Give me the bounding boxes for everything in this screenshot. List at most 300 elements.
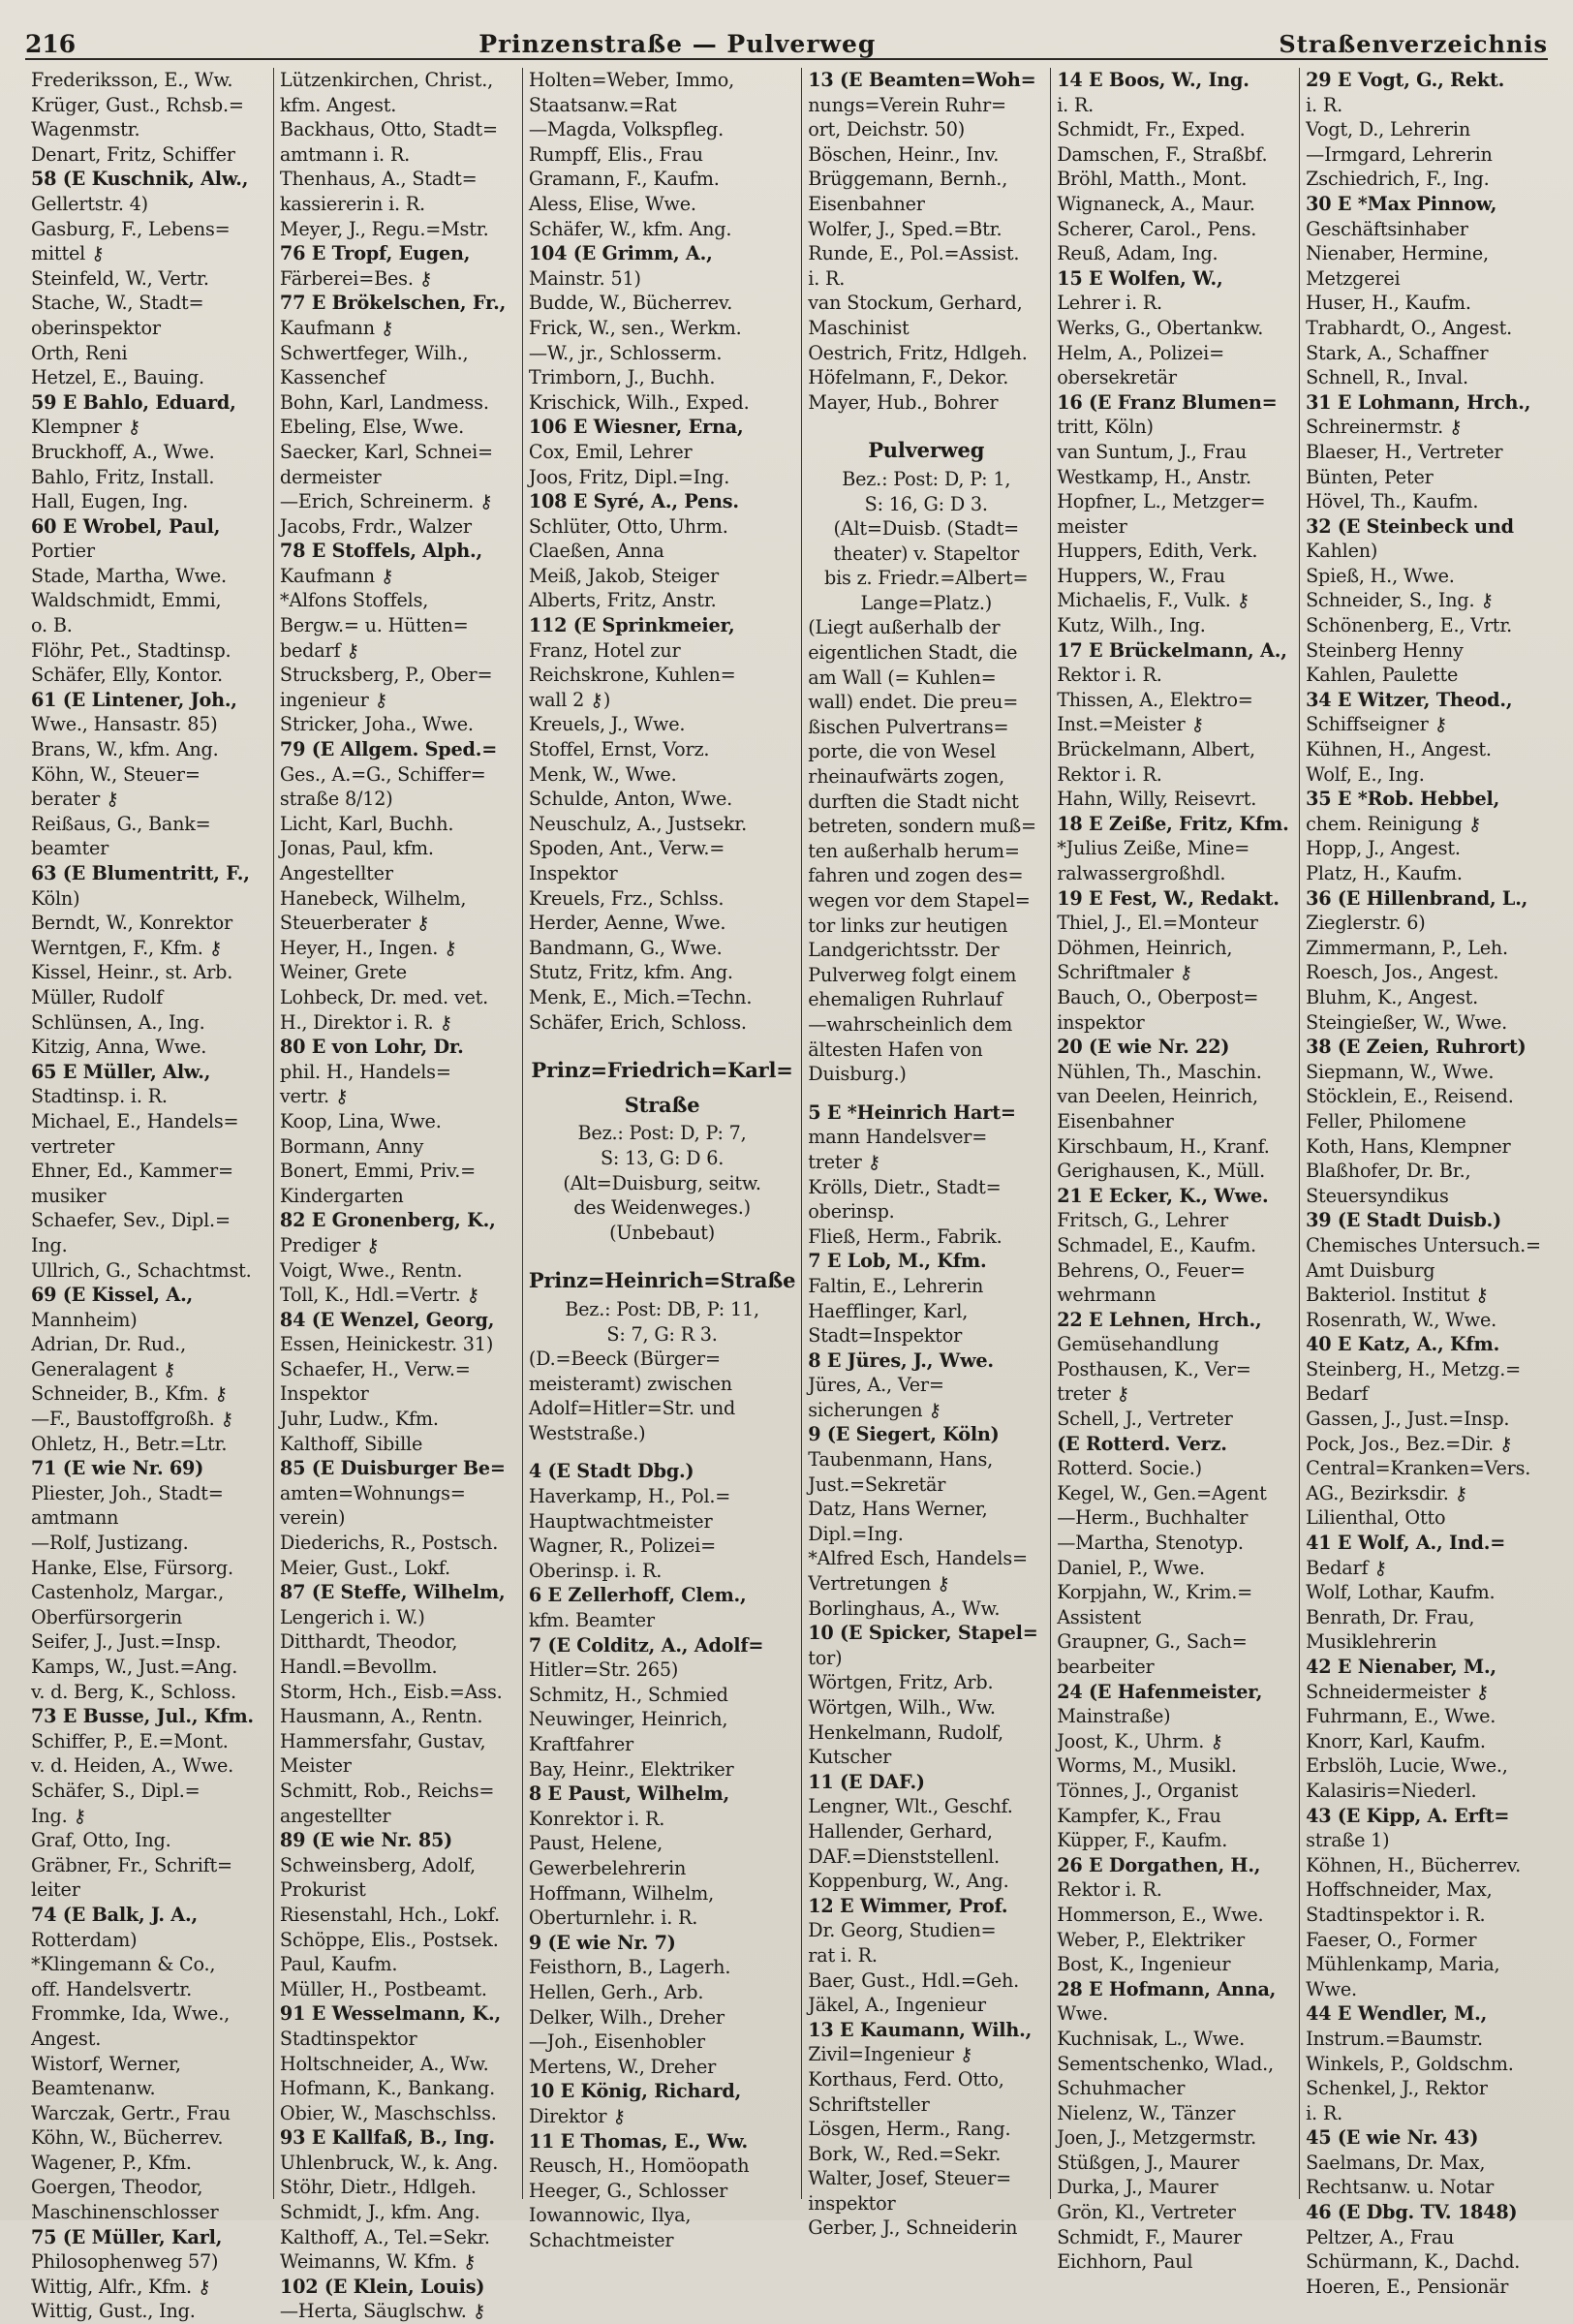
directory-line: Thiel, J., El.=Monteur: [1057, 912, 1258, 935]
house-entry: 74 (E Balk, J. A.,: [31, 1903, 198, 1926]
directory-line: Geschäftsinhaber: [1306, 217, 1468, 240]
directory-line: Stricker, Joha., Wwe.: [279, 713, 474, 736]
directory-line: verein): [279, 1506, 346, 1530]
directory-line: —Herta, Säuglschw. ⚷: [279, 2300, 486, 2323]
house-entry: 85 (E Duisburger Be=: [279, 1457, 506, 1480]
directory-line: (Liegt außerhalb der: [808, 616, 1001, 639]
directory-line: Schell, J., Vertreter: [1057, 1408, 1233, 1431]
directory-line: Wörtgen, Fritz, Arb.: [808, 1671, 994, 1694]
directory-line: tor links zur heutigen: [808, 914, 1008, 937]
directory-line: Uhlenbruck, W., k. Ang.: [279, 2151, 499, 2174]
directory-line: Wolf, Lothar, Kaufm.: [1306, 1581, 1496, 1604]
directory-line: Damschen, F., Straßbf.: [1057, 142, 1268, 166]
directory-line: bis z. Friedr.=Albert=: [824, 567, 1029, 590]
directory-line: Schäfer, Erich, Schloss.: [528, 1010, 747, 1034]
directory-line: Berndt, W., Konrektor: [31, 912, 232, 935]
directory-line: Mannheim): [31, 1308, 138, 1331]
directory-line: Schmitt, Rob., Reichs=: [279, 1779, 495, 1802]
directory-line: Gewerbelehrerin: [528, 1856, 687, 1879]
directory-line: Stache, W., Stadt=: [31, 292, 204, 315]
directory-line: Mainstr. 51): [528, 266, 641, 290]
directory-line: Färberei=Bes. ⚷: [279, 266, 433, 290]
directory-line: leiter: [31, 1878, 80, 1902]
directory-line: Kalasiris=Niederl.: [1306, 1779, 1477, 1802]
directory-line: Wolfer, J., Sped.=Btr.: [808, 217, 1002, 240]
house-entry: 42 E Nienaber, M.,: [1306, 1656, 1496, 1678]
directory-line: ingenieur ⚷: [279, 688, 388, 711]
directory-line: Jonas, Paul, kfm.: [279, 837, 434, 860]
directory-line: Gramann, F., Kaufm.: [528, 168, 720, 191]
house-entry: 45 (E wie Nr. 43): [1306, 2126, 1479, 2150]
house-entry: 16 (E Franz Blumen=: [1057, 390, 1278, 414]
house-entry: 5 E *Heinrich Hart=: [808, 1100, 1016, 1124]
directory-line: berater ⚷: [31, 788, 119, 811]
directory-line: Bedarf: [1306, 1382, 1369, 1406]
directory-line: i. R.: [808, 266, 846, 290]
house-entry: 82 E Gronenberg, K.,: [279, 1209, 496, 1232]
directory-line: Juhr, Ludw., Kfm.: [279, 1408, 439, 1431]
directory-line: Ges., A.=G., Schiffer=: [279, 762, 486, 786]
directory-line: Frommke, Ida, Wwe.,: [31, 2002, 231, 2026]
directory-line: Neuschulz, A., Justsekr.: [528, 812, 748, 835]
directory-line: kfm. Beamter: [528, 1609, 655, 1632]
directory-line: Schaefer, H., Verw.=: [279, 1357, 471, 1380]
directory-line: Pulverweg folgt einem: [808, 963, 1017, 986]
directory-line: ältesten Hafen von: [808, 1038, 983, 1061]
directory-line: Metzgerei: [1306, 266, 1401, 290]
directory-line: Claeßen, Anna: [528, 540, 664, 563]
directory-line: Hall, Eugen, Ing.: [31, 490, 189, 513]
directory-line: Wörtgen, Wilh., Ww.: [808, 1696, 996, 1719]
directory-line: Zieglerstr. 6): [1306, 912, 1426, 935]
directory-line: Brans, W., kfm. Ang.: [31, 738, 219, 761]
directory-line: rat i. R.: [808, 1943, 878, 1967]
directory-line: Böschen, Heinr., Inv.: [808, 142, 1000, 166]
directory-line: treter ⚷: [1057, 1382, 1130, 1406]
directory-line: am Wall (= Kuhlen=: [808, 666, 997, 689]
directory-line: obersekretär: [1057, 366, 1177, 389]
directory-line: Aless, Elise, Wwe.: [528, 192, 696, 215]
directory-line: Iowannowic, Ilya,: [528, 2204, 692, 2227]
directory-line: Worms, M., Musikl.: [1057, 1754, 1237, 1778]
directory-line: Peltzer, A., Frau: [1306, 2225, 1455, 2248]
directory-line: Delker, Wilh., Dreher: [528, 2005, 725, 2029]
directory-line: Koop, Lina, Wwe.: [279, 1109, 442, 1132]
house-entry: 43 (E Kipp, A. Erft=: [1306, 1804, 1510, 1827]
directory-columns: [25, 68, 1548, 2323]
directory-line: Seifer, J., Just.=Insp.: [31, 1630, 222, 1654]
directory-line: inspektor: [808, 2191, 896, 2215]
directory-line: Steingießer, W., Wwe.: [1306, 1010, 1508, 1034]
directory-line: Frick, W., sen., Werkm.: [528, 316, 742, 339]
directory-line: Warczak, Gertr., Frau: [31, 2101, 231, 2124]
directory-line: Scherer, Carol., Pens.: [1057, 217, 1257, 240]
directory-line: Bork, W., Red.=Sekr.: [808, 2142, 1002, 2165]
directory-line: Graf, Otto, Ing.: [31, 1829, 171, 1852]
directory-line: Bakteriol. Institut ⚷: [1306, 1284, 1489, 1307]
spacer: [529, 1445, 795, 1459]
directory-line: Wolf, E., Ing.: [1306, 762, 1425, 786]
directory-line: Stadt=Inspektor: [808, 1324, 963, 1348]
directory-line: Bandmann, G., Wwe.: [528, 936, 723, 959]
directory-line: Paust, Helene,: [528, 1832, 663, 1855]
directory-line: Weimanns, W. Kfm. ⚷: [279, 2250, 477, 2274]
directory-line: Nienaber, Hermine,: [1306, 242, 1489, 265]
directory-line: o. B.: [31, 614, 73, 637]
directory-line: porte, die von Wesel: [808, 740, 997, 763]
directory-line: Lützenkirchen, Christ.,: [279, 69, 494, 91]
directory-line: Inspektor: [279, 1382, 369, 1406]
directory-line: Paul, Kaufm.: [279, 1953, 398, 1976]
directory-line: —Magda, Volkspfleg.: [528, 118, 725, 141]
directory-line: Storm, Hch., Eisb.=Ass.: [279, 1680, 503, 1703]
directory-line: —Herm., Buchhalter: [1057, 1506, 1249, 1530]
directory-line: sicherungen ⚷: [808, 1398, 942, 1421]
directory-line: Schmidt, J., kfm. Ang.: [279, 2201, 480, 2224]
directory-line: Huser, H., Kaufm.: [1306, 292, 1471, 315]
directory-line: Neuwinger, Heinrich,: [528, 1708, 728, 1731]
directory-line: Bez.: Post: D, P: 7,: [577, 1122, 747, 1145]
directory-line: Trimborn, J., Buchh.: [528, 366, 716, 389]
directory-line: nungs=Verein Ruhr=: [808, 93, 1006, 116]
section-title: Straßenverzeichnis: [1279, 30, 1548, 58]
house-entry: 65 E Müller, Alw.,: [31, 1060, 211, 1083]
directory-line: Hanebeck, Wilhelm,: [279, 886, 467, 910]
directory-line: Posthausen, K., Ver=: [1057, 1357, 1251, 1380]
directory-line: Blaeser, H., Vertreter: [1306, 440, 1503, 463]
directory-line: Koppenburg, W., Ang.: [808, 1870, 1009, 1893]
directory-line: Eisenbahner: [808, 192, 925, 215]
directory-line: ralwassergroßhdl.: [1057, 862, 1226, 884]
house-entry: 69 (E Kissel, A.,: [31, 1284, 194, 1307]
spacer: [808, 1087, 1044, 1100]
directory-line: Staatsanw.=Rat: [528, 93, 677, 116]
directory-line: Jacobs, Frdr., Walzer: [279, 514, 472, 538]
directory-line: Erbslöh, Lucie, Wwe.,: [1306, 1754, 1508, 1778]
directory-line: Ebeling, Else, Wwe.: [279, 416, 465, 439]
directory-line: Riesenstahl, Hch., Lokf.: [279, 1903, 500, 1926]
directory-line: Fritsch, G., Lehrer: [1057, 1209, 1228, 1232]
house-entry: 30 E *Max Pinnow,: [1306, 192, 1497, 215]
house-entry: 8 E Paust, Wilhelm,: [528, 1782, 729, 1806]
directory-line: AG., Bezirksdir. ⚷: [1306, 1481, 1468, 1504]
street-heading: Prinz=Heinrich=Straße: [528, 1268, 796, 1293]
directory-line: Saelmans, Dr. Max,: [1306, 2151, 1486, 2174]
directory-line: Spoden, Ant., Verw.=: [528, 837, 725, 860]
directory-line: i. R.: [1057, 93, 1095, 116]
directory-line: Gerighausen, K., Müll.: [1057, 1160, 1265, 1183]
directory-line: Heeger, G., Schlosser: [528, 2179, 728, 2202]
directory-line: Kühnen, H., Angest.: [1306, 738, 1492, 761]
directory-line: Platz, H., Kaufm.: [1306, 862, 1463, 884]
directory-line: —Rolf, Justizang.: [31, 1532, 189, 1555]
directory-line: Adolf=Hitler=Str. und: [528, 1397, 736, 1420]
directory-line: Döhmen, Heinrich,: [1057, 936, 1233, 959]
directory-line: Mayer, Hub., Bohrer: [808, 390, 999, 414]
house-entry: 41 E Wolf, A., Ind.=: [1306, 1532, 1506, 1555]
house-entry: 15 E Wolfen, W.,: [1057, 266, 1223, 290]
house-entry: 104 (E Grimm, A.,: [528, 242, 713, 265]
directory-line: Franz, Hotel zur: [528, 638, 681, 662]
directory-line: Denart, Fritz, Schiffer: [31, 142, 235, 166]
directory-line: bearbeiter: [1057, 1656, 1155, 1678]
directory-line: Lohbeck, Dr. med. vet.: [279, 985, 489, 1008]
directory-line: Steinberg, H., Metzg.=: [1306, 1357, 1522, 1380]
directory-line: Stöcklein, E., Reisend.: [1306, 1085, 1514, 1108]
directory-line: Cox, Emil, Lehrer: [528, 440, 693, 463]
house-entry: 84 (E Wenzel, Georg,: [279, 1308, 495, 1331]
directory-line: Fuhrmann, E., Wwe.: [1306, 1705, 1496, 1728]
directory-line: rheinaufwärts zogen,: [808, 765, 1004, 789]
directory-line: Durka, J., Maurer: [1057, 2176, 1218, 2199]
directory-line: Gerber, J., Schneiderin: [808, 2216, 1018, 2240]
directory-line: fahren und zogen des=: [808, 864, 1024, 887]
directory-line: Hoeren, E., Pensionär: [1306, 2275, 1509, 2298]
directory-line: Nühlen, Th., Maschin.: [1057, 1060, 1262, 1083]
house-entry: 24 (E Hafenmeister,: [1057, 1680, 1263, 1703]
directory-line: Beamtenanw.: [31, 2077, 156, 2100]
directory-line: Maschinenschlosser: [31, 2201, 219, 2224]
directory-line: mittel ⚷: [31, 242, 105, 265]
directory-line: Diederichs, R., Postsch.: [279, 1532, 499, 1555]
house-entry: 71 (E wie Nr. 69): [31, 1457, 204, 1480]
house-entry: 19 E Fest, W., Redakt.: [1057, 886, 1280, 910]
directory-line: S: 7, G: R 3.: [606, 1322, 718, 1346]
directory-line: Thenhaus, A., Stadt=: [279, 168, 478, 191]
directory-line: Schulde, Anton, Wwe.: [528, 788, 733, 811]
directory-line: Eisenbahner: [1057, 1109, 1174, 1132]
house-entry: 112 (E Sprinkmeier,: [528, 614, 735, 637]
directory-line: *Alfons Stoffels,: [279, 589, 429, 612]
directory-line: Jüres, A., Ver=: [808, 1374, 944, 1397]
directory-line: Pock, Jos., Bez.=Dir. ⚷: [1306, 1432, 1513, 1455]
directory-line: Rosenrath, W., Wwe.: [1306, 1308, 1497, 1331]
directory-line: ehemaligen Ruhrlauf: [808, 988, 1002, 1011]
directory-line: Lengerich i. W.): [279, 1605, 425, 1628]
directory-line: Hopp, J., Angest.: [1306, 837, 1461, 860]
house-entry: 75 (E Müller, Karl,: [31, 2225, 223, 2248]
house-entry: 76 E Tropf, Eugen,: [279, 242, 471, 265]
directory-line: Müller, H., Postbeamt.: [279, 1977, 487, 2000]
column-3: [523, 68, 802, 2251]
directory-line: Koth, Hans, Klempner: [1306, 1134, 1511, 1158]
directory-line: Meiß, Jakob, Steiger: [528, 564, 719, 587]
house-entry: 18 E Zeiße, Fritz, Kfm.: [1057, 812, 1289, 835]
directory-line: Hanke, Else, Fürsorg.: [31, 1556, 233, 1579]
directory-line: Kirschbaum, H., Kranf.: [1057, 1134, 1270, 1158]
directory-line: Hoffmann, Wilhelm,: [528, 1881, 715, 1905]
house-entry: 106 E Wiesner, Erna,: [528, 416, 744, 439]
column-1: [25, 68, 274, 2323]
directory-line: Huppers, W., Frau: [1057, 564, 1225, 587]
directory-line: Budde, W., Bücherrev.: [528, 292, 733, 315]
directory-line: Kuchnisak, L., Wwe.: [1057, 2027, 1246, 2050]
house-entry: 91 E Wesselmann, K.,: [279, 2002, 501, 2026]
house-entry: 93 E Kallfaß, B., Ing.: [279, 2126, 495, 2150]
directory-line: Hofmann, K., Bankang.: [279, 2077, 495, 2100]
directory-line: dermeister: [279, 465, 382, 488]
directory-line: Stüßgen, J., Maurer: [1057, 2151, 1240, 2174]
directory-line: v. d. Berg, K., Schloss.: [31, 1680, 236, 1703]
directory-line: Dipl.=Ing.: [808, 1522, 904, 1545]
directory-line: amten=Wohnungs=: [279, 1481, 466, 1504]
house-entry: 14 E Boos, W., Ing.: [1057, 69, 1249, 91]
directory-line: Graupner, G., Sach=: [1057, 1630, 1248, 1654]
directory-line: Klempner ⚷: [31, 416, 141, 439]
directory-line: Licht, Karl, Buchh.: [279, 812, 454, 835]
directory-line: Bay, Heinr., Elektriker: [528, 1757, 734, 1781]
directory-line: Hahn, Willy, Reisevrt.: [1057, 788, 1257, 811]
directory-line: S: 13, G: D 6.: [600, 1146, 725, 1169]
directory-line: Wittig, Alfr., Kfm. ⚷: [31, 2275, 211, 2298]
directory-line: Werntgen, F., Kfm. ⚷: [31, 936, 223, 959]
directory-line: Mainstraße): [1057, 1705, 1171, 1728]
page-header: [25, 19, 1548, 60]
directory-line: Adrian, Dr. Rud.,: [31, 1333, 186, 1356]
directory-line: Feisthorn, B., Lagerh.: [528, 1956, 731, 1979]
directory-line: Steinfeld, W., Vertr.: [31, 266, 209, 290]
directory-line: Kamps, W., Just.=Ang.: [31, 1656, 238, 1678]
directory-line: Hellen, Gerh., Arb.: [528, 1980, 704, 2003]
directory-line: Korpjahn, W., Krim.=: [1057, 1581, 1252, 1604]
directory-line: van Suntum, J., Frau: [1057, 440, 1248, 463]
directory-line: Obier, W., Maschschlss.: [279, 2101, 497, 2124]
directory-line: Bauch, O., Oberpost=: [1057, 985, 1259, 1008]
directory-line: tritt, Köln): [1057, 416, 1154, 439]
house-entry: 87 (E Steffe, Wilhelm,: [279, 1581, 506, 1604]
directory-line: Schreinermstr. ⚷: [1306, 416, 1463, 439]
directory-line: Schöppe, Elis., Postsek.: [279, 1928, 499, 1951]
directory-line: Wagner, R., Polizei=: [528, 1534, 716, 1558]
directory-line: vertreter: [31, 1134, 115, 1158]
directory-line: Schweinsberg, Adolf,: [279, 1853, 476, 1876]
directory-line: Schiffseigner ⚷: [1306, 713, 1448, 736]
directory-line: Weber, P., Elektriker: [1057, 1928, 1246, 1951]
directory-line: Gräbner, Fr., Schrift=: [31, 1853, 232, 1876]
directory-line: —W., jr., Schlosserm.: [528, 341, 723, 364]
directory-line: Reuß, Adam, Ing.: [1057, 242, 1218, 265]
directory-line: Menk, W., Wwe.: [528, 762, 677, 786]
directory-line: Schmadel, E., Kaufm.: [1057, 1233, 1256, 1256]
directory-line: Hausmann, A., Rentn.: [279, 1705, 483, 1728]
directory-line: Stadtinspektor i. R.: [1306, 1903, 1486, 1926]
directory-line: Lengner, Wlt., Geschf.: [808, 1795, 1013, 1818]
directory-line: Krüger, Gust., Rchsb.=: [31, 93, 244, 116]
directory-line: Brückelmann, Albert,: [1057, 738, 1255, 761]
directory-line: Wwe.: [1306, 1977, 1357, 2000]
directory-line: Konrektor i. R.: [528, 1807, 665, 1830]
directory-line: Hoffschneider, Max,: [1306, 1878, 1493, 1902]
directory-line: Prokurist: [279, 1878, 366, 1902]
directory-line: Duisburg.): [808, 1063, 907, 1086]
directory-line: DAF.=Dienststellenl.: [808, 1844, 1000, 1868]
directory-line: straße 8/12): [279, 788, 393, 811]
directory-line: i. R.: [1306, 2101, 1342, 2124]
directory-line: Steuerberater ⚷: [279, 912, 430, 935]
directory-line: Thissen, A., Elektro=: [1057, 688, 1253, 711]
directory-line: Reichskrone, Kuhlen=: [528, 664, 736, 687]
directory-line: oberinsp.: [808, 1200, 895, 1224]
directory-line: Wittig, Gust., Ing.: [31, 2300, 196, 2323]
directory-line: chem. Reinigung ⚷: [1306, 812, 1482, 835]
directory-line: Köhn, W., Bücherrev.: [31, 2126, 224, 2150]
directory-line: Lehrer i. R.: [1057, 292, 1162, 315]
directory-line: Werks, G., Obertankw.: [1057, 316, 1264, 339]
house-entry: 63 (E Blumentritt, F.,: [31, 862, 250, 884]
directory-line: Müller, Rudolf: [31, 985, 163, 1008]
directory-line: Kaufmann ⚷: [279, 564, 394, 587]
directory-line: Angestellter: [279, 862, 393, 884]
directory-line: Zschiedrich, F., Ing.: [1306, 168, 1490, 191]
directory-line: Inst.=Meister ⚷: [1057, 713, 1205, 736]
directory-line: Wwe.: [1057, 2002, 1108, 2026]
house-entry: 39 (E Stadt Duisb.): [1306, 1209, 1502, 1232]
directory-line: Steinberg Henny: [1306, 638, 1464, 662]
directory-line: Alberts, Fritz, Anstr.: [528, 589, 717, 612]
directory-line: Köln): [31, 886, 80, 910]
directory-line: —F., Baustoffgroßh. ⚷: [31, 1408, 234, 1431]
directory-line: Haefflinger, Karl,: [808, 1299, 969, 1322]
house-entry: 89 (E wie Nr. 85): [279, 1829, 453, 1852]
directory-line: Ehner, Ed., Kammer=: [31, 1160, 233, 1183]
directory-line: Kitzig, Anna, Wwe.: [31, 1036, 207, 1059]
directory-line: Henkelmann, Rudolf,: [808, 1720, 1003, 1744]
directory-line: Hommerson, E., Wwe.: [1057, 1903, 1264, 1926]
directory-line: Schenkel, J., Rektor: [1306, 2077, 1488, 2100]
directory-line: Kreuels, J., Wwe.: [528, 713, 686, 736]
directory-line: Rektor i. R.: [1057, 664, 1162, 687]
house-entry: 10 (E Spicker, Stapel=: [808, 1622, 1038, 1645]
directory-line: Wwe., Hansastr. 85): [31, 713, 218, 736]
directory-line: Rektor i. R.: [1057, 762, 1162, 786]
directory-line: amtmann i. R.: [279, 142, 410, 166]
column-4: [802, 68, 1051, 2240]
directory-line: Borlinghaus, A., Ww.: [808, 1596, 1001, 1620]
directory-line: Jäkel, A., Ingenieur: [808, 1994, 986, 2017]
directory-line: Weststraße.): [528, 1421, 646, 1444]
directory-line: Huppers, Edith, Verk.: [1057, 540, 1258, 563]
column-6: [1300, 68, 1548, 2298]
directory-line: Instrum.=Baumstr.: [1306, 2027, 1483, 2050]
directory-line: Joost, K., Uhrm. ⚷: [1057, 1729, 1223, 1752]
directory-line: Gellertstr. 4): [31, 192, 148, 215]
directory-line: Bünten, Peter: [1306, 465, 1434, 488]
directory-line: Zimmermann, P., Leh.: [1306, 936, 1508, 959]
directory-line: Pliester, Joh., Stadt=: [31, 1481, 224, 1504]
directory-line: van Stockum, Gerhard,: [808, 292, 1023, 315]
directory-line: Heyer, H., Ingen. ⚷: [279, 936, 457, 959]
directory-line: Bez.: Post: DB, P: 11,: [565, 1297, 759, 1320]
directory-line: ßischen Pulvertrans=: [808, 715, 1009, 738]
directory-line: mann Handelsver=: [808, 1126, 988, 1149]
directory-line: Taubenmann, Hans,: [808, 1448, 993, 1472]
directory-line: Michael, E., Handels=: [31, 1109, 239, 1132]
directory-line: Rumpff, Elis., Frau: [528, 142, 703, 166]
directory-line: Saecker, Karl, Schnei=: [279, 440, 493, 463]
page-number: 216: [25, 30, 77, 58]
directory-line: eigentlichen Stadt, die: [808, 641, 1018, 665]
directory-line: phil. H., Handels=: [279, 1060, 451, 1083]
directory-line: —Erich, Schreinerm. ⚷: [279, 490, 493, 513]
directory-line: Essen, Heinickestr. 31): [279, 1333, 494, 1356]
directory-line: des Weidenweges.): [573, 1196, 751, 1220]
directory-line: Kalthoff, Sibille: [279, 1432, 423, 1455]
directory-line: Mühlenkamp, Maria,: [1306, 1953, 1500, 1976]
directory-line: Joen, J., Metzgermstr.: [1057, 2126, 1256, 2150]
house-entry: 28 E Hofmann, Anna,: [1057, 1977, 1277, 2000]
directory-line: Oberinsp. i. R.: [528, 1559, 663, 1582]
directory-line: Schriftsteller: [808, 2092, 930, 2116]
